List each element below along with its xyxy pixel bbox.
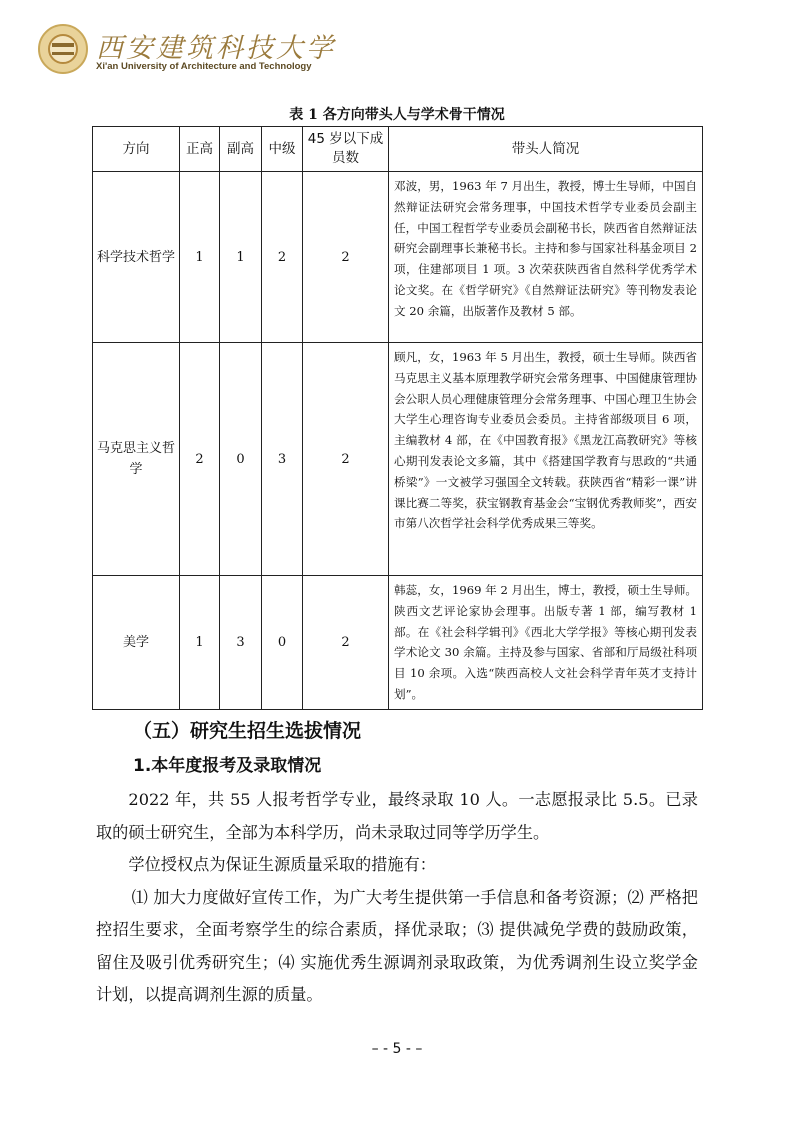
table-row [93,172,703,343]
header-under45: 45 岁以下成员数 [303,127,389,172]
cell-intermediate: 2 [262,172,303,343]
paragraph: 2022 年，共 55 人报考哲学专业，最终录取 10 人。一志愿报录比 5.5。已录取的硕士研究生，全部为本科学历，尚未录取过同等学历学生。 [96,790,698,842]
cell-senior: 1 [180,172,220,343]
cell-direction: 科学技术哲学 [93,172,180,343]
header-intermediate: 中级 [262,127,303,172]
header-senior: 正高 [180,127,220,172]
cell-bio: 邓波，男，1963 年 7 月出生，教授，博士生导师，中国自然辩证法研究会常务理事，中国技术哲学专业委员会副主任，中国工程哲学专业委员会副秘书长，陕西省自然辩证法研究会副理事长兼秘书长。主持和参与国家社科基金项目 2 项，住建部项目 1 项。3 次荣获陕西省自然科学优秀学术论文奖。在《哲学研究》《自然辩证法研究》等刊物发表论文 20 余篇，出版著作及教材 5 部。 [389,172,703,343]
university-name-cn: 西安建筑科技大学 [96,33,336,64]
header-direction: 方向 [93,127,180,172]
section-subheading: 1.本年度报考及录取情况 [133,756,322,776]
cell-associate: 3 [220,576,262,710]
table-header-row [93,127,703,172]
paragraph: ⑴ 加大力度做好宣传工作，为广大考生提供第一手信息和备考资源；⑵ 严格把控招生要求，全面考察学生的综合素质，择优录取；⑶ 提供减免学费的鼓励政策，留住及吸引优秀研究生；⑷ 实施优秀生源调剂录取政策，为优秀调剂生设立奖学金计划，以提高调剂生源的质量。 [96,887,698,1004]
section-body [96,784,698,1012]
cell-intermediate: 0 [262,576,303,710]
section-heading: （五）研究生招生选拔情况 [133,720,362,742]
cell-under45: 2 [303,172,389,343]
page-number: – - 5 - – [371,1041,423,1057]
leaders-table [92,126,703,710]
cell-associate: 0 [220,343,262,576]
cell-associate: 1 [220,172,262,343]
cell-intermediate: 3 [262,343,303,576]
cell-under45: 2 [303,343,389,576]
cell-senior: 1 [180,576,220,710]
cell-direction: 马克思主义哲学 [93,343,180,576]
cell-under45: 2 [303,576,389,710]
header-associate: 副高 [220,127,262,172]
table-row [93,343,703,576]
cell-bio: 顾凡，女，1963 年 5 月出生，教授，硕士生导师。陕西省马克思主义基本原理教学研究会常务理事、中国健康管理协会公职人员心理健康管理分会常务理事、中国心理卫生协会大学生心理咨询专业委员会委员。主持省部级项目 6 项，主编教材 4 部，在《中国教育报》《黑龙江高教研究》等核心期刊发表论文多篇，其中《搭建国学教育与思政的“共通桥梁”》一文被学习强国全文转载。获陕西省“精彩一课”讲课比赛二等奖，获宝钢教育基金会“宝钢优秀教师奖”，西安市第八次哲学社会科学优秀成果三等奖。 [389,343,703,576]
table-row [93,576,703,710]
university-name-en: Xi'an University of Architecture and Technology [96,61,312,72]
table-title: 表 1 各方向带头人与学术骨干情况 [289,107,505,123]
header-bio: 带头人简况 [389,127,703,172]
cell-senior: 2 [180,343,220,576]
cell-bio: 韩蕊，女，1969 年 2 月出生，博士，教授，硕士生导师。陕西文艺评论家协会理事。出版专著 1 部，编写教材 1 部。在《社会科学辑刊》《西北大学学报》等核心期刊发表学术论文 30 余篇。主持及参与国家、省部和厅局级社科项目 10 余项。入选“陕西高校人文社会科学青年英才支持计划”。 [389,576,703,710]
university-logo-icon [38,24,88,74]
cell-direction: 美学 [93,576,180,710]
paragraph: 学位授权点为保证生源质量采取的措施有： [128,855,436,874]
page-header [38,18,358,78]
